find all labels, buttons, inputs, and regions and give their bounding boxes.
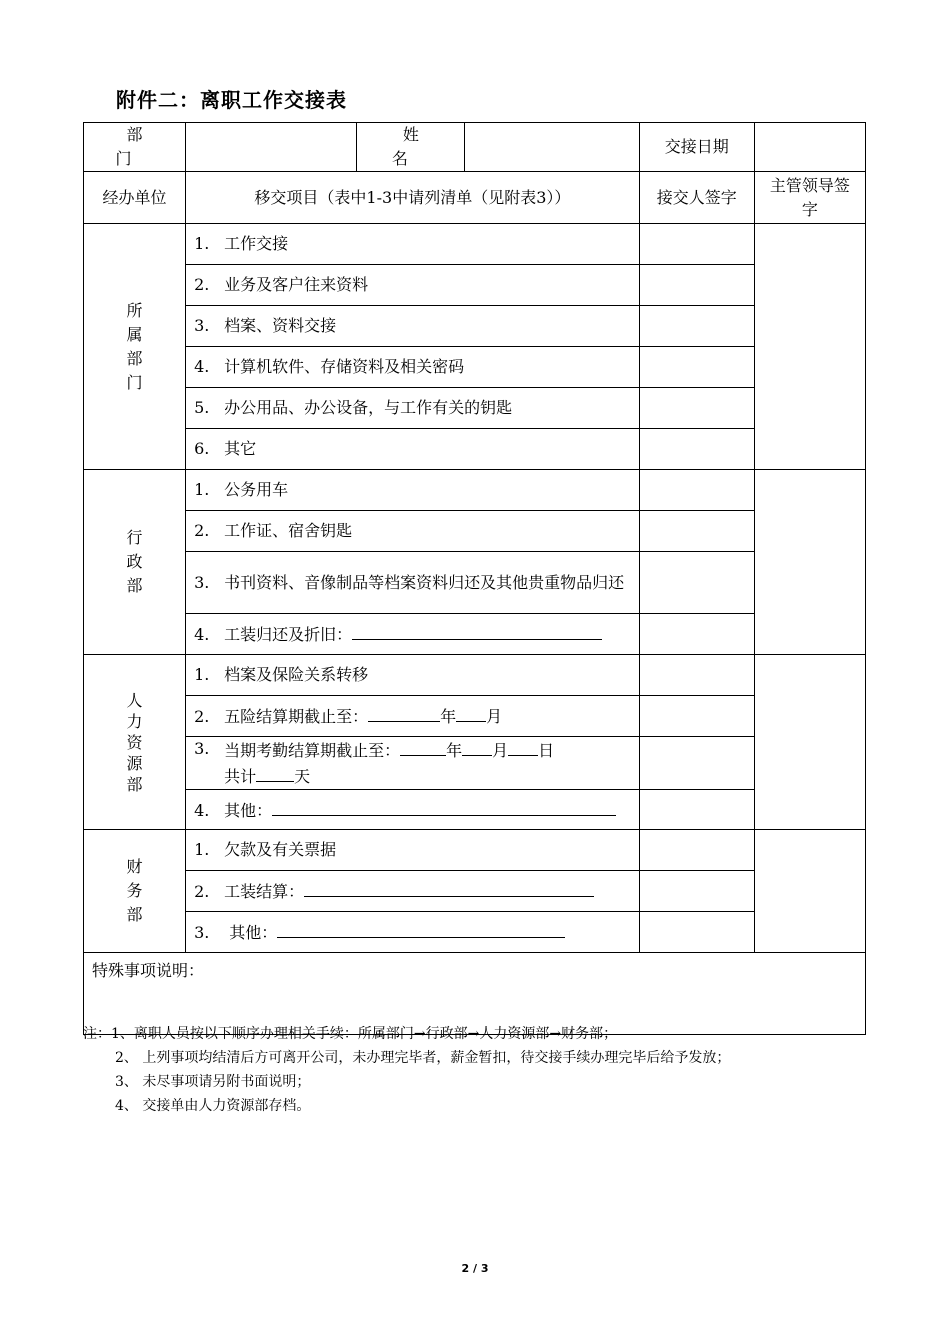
list-item: 5. 办公用品、办公设备，与工作有关的钥匙	[186, 388, 640, 429]
list-item: 4. 计算机软件、存储资料及相关密码	[186, 347, 640, 388]
receiver-signature-label: 接交人签字	[639, 172, 754, 224]
list-item: 2. 工装结算：	[186, 871, 640, 912]
dept-field[interactable]	[186, 123, 357, 172]
list-item: 2. 工作证、宿舍钥匙	[186, 511, 640, 552]
list-item: 1. 工作交接	[186, 224, 640, 265]
handling-unit-label: 经办单位	[84, 172, 186, 224]
receiver-signature-cell[interactable]	[639, 614, 754, 655]
insurance-month-blank[interactable]	[456, 703, 486, 722]
attendance-day-blank[interactable]	[508, 737, 538, 756]
handover-date-label: 交接日期	[639, 123, 754, 172]
receiver-signature-cell[interactable]	[639, 306, 754, 347]
receiver-signature-cell[interactable]	[639, 265, 754, 306]
transfer-items-label: 移交项目（表中1-3中请列清单（见附表3））	[186, 172, 640, 224]
supervisor-signature-label: 主管领导签字	[754, 172, 865, 224]
footnote: 3、 未尽事项请另附书面说明；	[115, 1074, 311, 1090]
footnotes	[83, 1022, 730, 1118]
insurance-year-blank[interactable]	[368, 703, 440, 722]
supervisor-signature-cell[interactable]	[754, 224, 865, 470]
page-number: 2 / 3	[461, 1262, 489, 1275]
list-item: 3. 书刊资料、音像制品等档案资料归还及其他贵重物品归还	[186, 552, 640, 614]
uniform-return-blank[interactable]	[352, 621, 602, 640]
footnote: 注：1、离职人员按以下顺序办理相关手续：所属部门→行政部→人力资源部→财务部；	[83, 1026, 618, 1042]
receiver-signature-cell[interactable]	[639, 737, 754, 790]
supervisor-signature-cell[interactable]	[754, 830, 865, 953]
receiver-signature-cell[interactable]	[639, 511, 754, 552]
supervisor-signature-cell[interactable]	[754, 655, 865, 830]
handover-form-table	[83, 122, 866, 1035]
list-item: 1. 公务用车	[186, 470, 640, 511]
receiver-signature-cell[interactable]	[639, 912, 754, 953]
receiver-signature-cell[interactable]	[639, 224, 754, 265]
list-item: 6. 其它	[186, 429, 640, 470]
list-item: 3. 当期考勤结算期截止至： 年 月 日 共计 天	[186, 737, 640, 790]
receiver-signature-cell[interactable]	[639, 696, 754, 737]
receiver-signature-cell[interactable]	[639, 429, 754, 470]
receiver-signature-cell[interactable]	[639, 552, 754, 614]
section-label-finance: 财 务 部	[84, 830, 186, 953]
page-title: 附件二：离职工作交接表	[116, 88, 347, 112]
receiver-signature-cell[interactable]	[639, 830, 754, 871]
list-item: 1. 欠款及有关票据	[186, 830, 640, 871]
finance-other-blank[interactable]	[277, 919, 565, 938]
receiver-signature-cell[interactable]	[639, 388, 754, 429]
receiver-signature-cell[interactable]	[639, 470, 754, 511]
footnote: 2、 上列事项均结清后方可离开公司，未办理完毕者，薪金暂扣，待交接手续办理完毕后给予发放；	[115, 1050, 731, 1066]
hr-other-blank[interactable]	[272, 797, 616, 816]
uniform-settlement-blank[interactable]	[304, 878, 594, 897]
receiver-signature-cell[interactable]	[639, 871, 754, 912]
receiver-signature-cell[interactable]	[639, 790, 754, 830]
list-item: 2. 业务及客户往来资料	[186, 265, 640, 306]
list-item: 3. 档案、资料交接	[186, 306, 640, 347]
supervisor-signature-cell[interactable]	[754, 470, 865, 655]
handover-date-field[interactable]	[754, 123, 865, 172]
section-label-department: 所 属 部 门	[84, 224, 186, 470]
list-item: 2. 五险结算期截止至： 年 月	[186, 696, 640, 737]
name-field[interactable]	[465, 123, 639, 172]
name-label: 姓 名	[357, 123, 465, 172]
list-item: 3. 其他：	[186, 912, 640, 953]
footnote: 4、 交接单由人力资源部存档。	[115, 1098, 311, 1114]
attendance-year-blank[interactable]	[400, 737, 446, 756]
receiver-signature-cell[interactable]	[639, 347, 754, 388]
dept-label: 部 门	[84, 123, 186, 172]
attendance-month-blank[interactable]	[462, 737, 492, 756]
section-label-hr: 人 力 资 源 部	[84, 655, 186, 830]
attendance-total-days-blank[interactable]	[256, 763, 294, 782]
special-notes-label: 特殊事项说明：	[92, 961, 205, 980]
list-item: 1. 档案及保险关系转移	[186, 655, 640, 696]
list-item: 4. 工装归还及折旧：	[186, 614, 640, 655]
list-item: 4. 其他：	[186, 790, 640, 830]
receiver-signature-cell[interactable]	[639, 655, 754, 696]
section-label-admin: 行 政 部	[84, 470, 186, 655]
